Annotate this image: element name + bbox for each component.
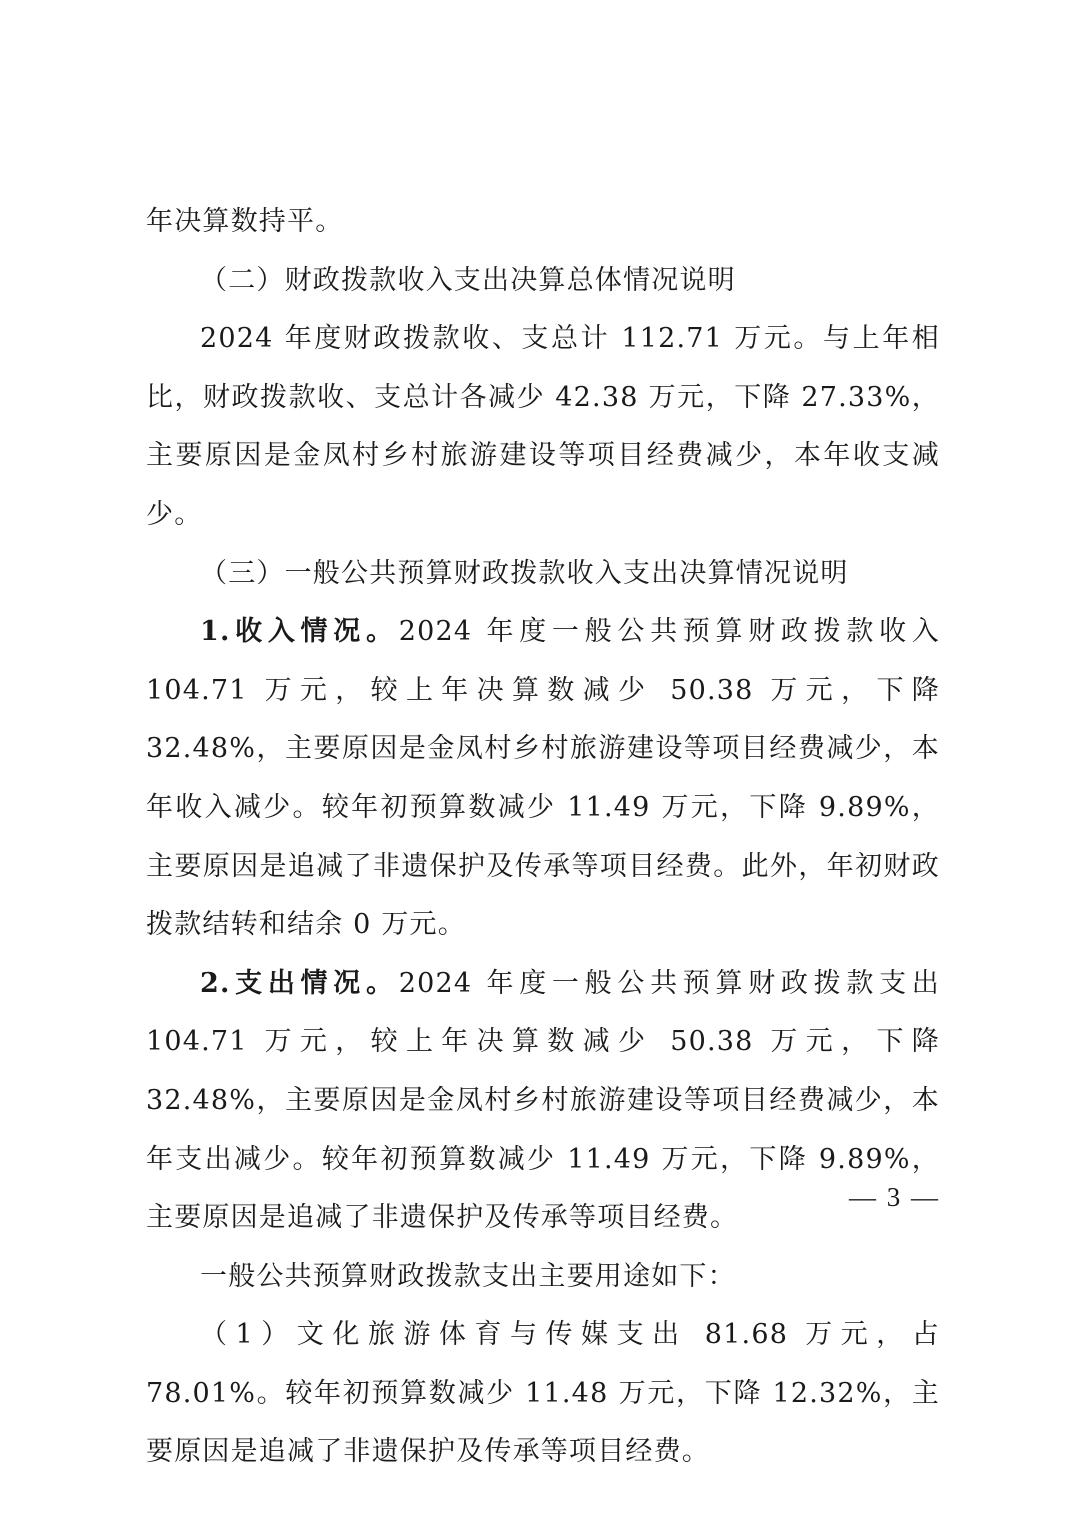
paragraph-text: 2024 年度一般公共预算财政拨款支出 104.71 万元，较上年决算数减少 50.38 万元，下降 32.48%，主要原因是金凤村乡村旅游建设等项目经费减少，本年支出减少。较年初预算数减少 11.49 万元，下降 9.89%，主要原因是追减了非遗保护及传承等项目经费。 bbox=[146, 967, 940, 1234]
paragraph-text: 2024 年度财政拨款收、支总计 112.71 万元。与上年相比，财政拨款收、支总计各减少 42.38 万元，下降 27.33%，主要原因是金凤村乡村旅游建设等项目经费减少，本年收支减少。 bbox=[146, 323, 940, 530]
paragraph-continuation bbox=[146, 193, 940, 252]
paragraph-fiscal-total bbox=[146, 310, 940, 544]
page-number: — 3 — bbox=[849, 1182, 940, 1212]
paragraph-income bbox=[146, 603, 940, 955]
paragraph-culture-expenditure bbox=[146, 1306, 940, 1482]
section-heading-fiscal-total bbox=[146, 252, 940, 311]
paragraph-text: 2024 年度一般公共预算财政拨款收入 104.71 万元，较上年决算数减少 50.38 万元，下降 32.48%，主要原因是金凤村乡村旅游建设等项目经费减少，本年收入减少。较年初预算数减少 11.49 万元，下降 9.89%，主要原因是追减了非遗保护及传承等项目经费。此外，年初财政拨款结转和结余 0 万元。 bbox=[146, 616, 940, 941]
heading-text: （二）财政拨款收入支出决算总体情况说明 bbox=[200, 264, 736, 296]
paragraph-lead-expenditure: 2.支出情况。 bbox=[200, 967, 399, 999]
paragraph-expenditure bbox=[146, 955, 940, 1248]
paragraph-main-uses bbox=[146, 1248, 940, 1307]
paragraph-lead-income: 1.收入情况。 bbox=[200, 616, 399, 648]
section-heading-general-budget bbox=[146, 545, 940, 604]
paragraph-text: 一般公共预算财政拨款支出主要用途如下： bbox=[200, 1260, 736, 1292]
document-body bbox=[146, 193, 940, 1482]
heading-text: （三）一般公共预算财政拨款收入支出决算情况说明 bbox=[200, 557, 849, 589]
paragraph-text: （1）文化旅游体育与传媒支出 81.68 万元，占 78.01%。较年初预算数减少 11.48 万元，下降 12.32%，主要原因是追减了非遗保护及传承等项目经费。 bbox=[146, 1319, 940, 1468]
paragraph-text: 年决算数持平。 bbox=[146, 206, 344, 237]
